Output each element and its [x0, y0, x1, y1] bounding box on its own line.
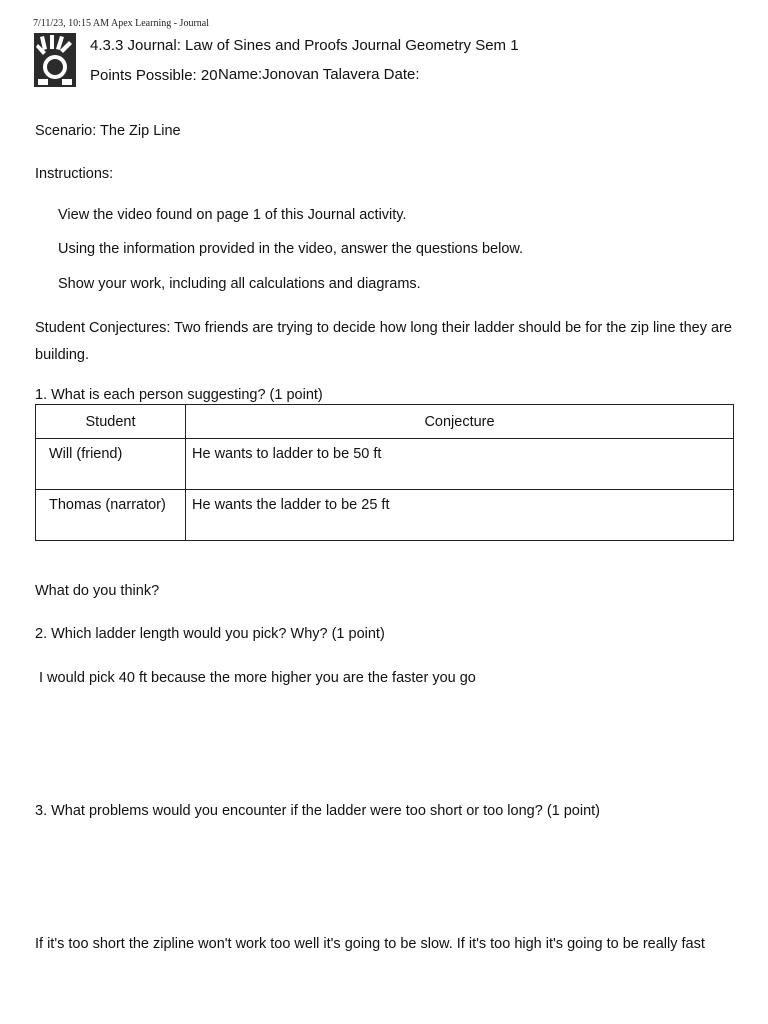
instruction-item: View the video found on page 1 of this Journal activity. [58, 207, 407, 223]
question-2: 2. Which ladder length would you pick? Why? (1 point) [35, 626, 385, 642]
table-row [36, 490, 734, 541]
conjecture-cell: He wants the ladder to be 25 ft [186, 490, 734, 541]
instruction-item: Using the information provided in the video, answer the questions below. [58, 241, 524, 257]
conjecture-table [35, 404, 734, 541]
print-header: 7/11/23, 10:15 AM Apex Learning - Journal [33, 18, 209, 29]
conjectures-intro: Student Conjectures: Two friends are trying to decide how long their ladder should be for the zip line they are building. [35, 320, 732, 363]
table-header-row [36, 405, 734, 439]
instructions-heading: Instructions: [35, 166, 114, 182]
question-1: 1. What is each person suggesting? (1 point) [35, 387, 323, 403]
question-3: 3. What problems would you encounter if the ladder were too short or too long? (1 point) [35, 803, 601, 819]
column-header-conjecture: Conjecture [186, 405, 734, 439]
scenario-heading: Scenario: The Zip Line [35, 123, 181, 139]
answer-2: I would pick 40 ft because the more higher you are the faster you go [39, 670, 476, 686]
table-row [36, 439, 734, 490]
apex-logo-icon [34, 33, 76, 87]
student-cell: Thomas (narrator) [36, 490, 186, 541]
what-do-you-think: What do you think? [35, 583, 160, 599]
column-header-student: Student [36, 405, 186, 439]
points-possible: Points Possible: 20 [90, 67, 218, 84]
answer-3: If it's too short the zipline won't work too well it's going to be slow. If it's too high it's going to be really fast [35, 936, 705, 952]
instruction-item: Show your work, including all calculations and diagrams. [58, 276, 421, 292]
journal-title: 4.3.3 Journal: Law of Sines and Proofs Journal Geometry Sem 1 [90, 37, 519, 54]
conjecture-cell: He wants to ladder to be 50 ft [186, 439, 734, 490]
student-cell: Will (friend) [36, 439, 186, 490]
name-date: Name:Jonovan Talavera Date: [218, 66, 420, 83]
